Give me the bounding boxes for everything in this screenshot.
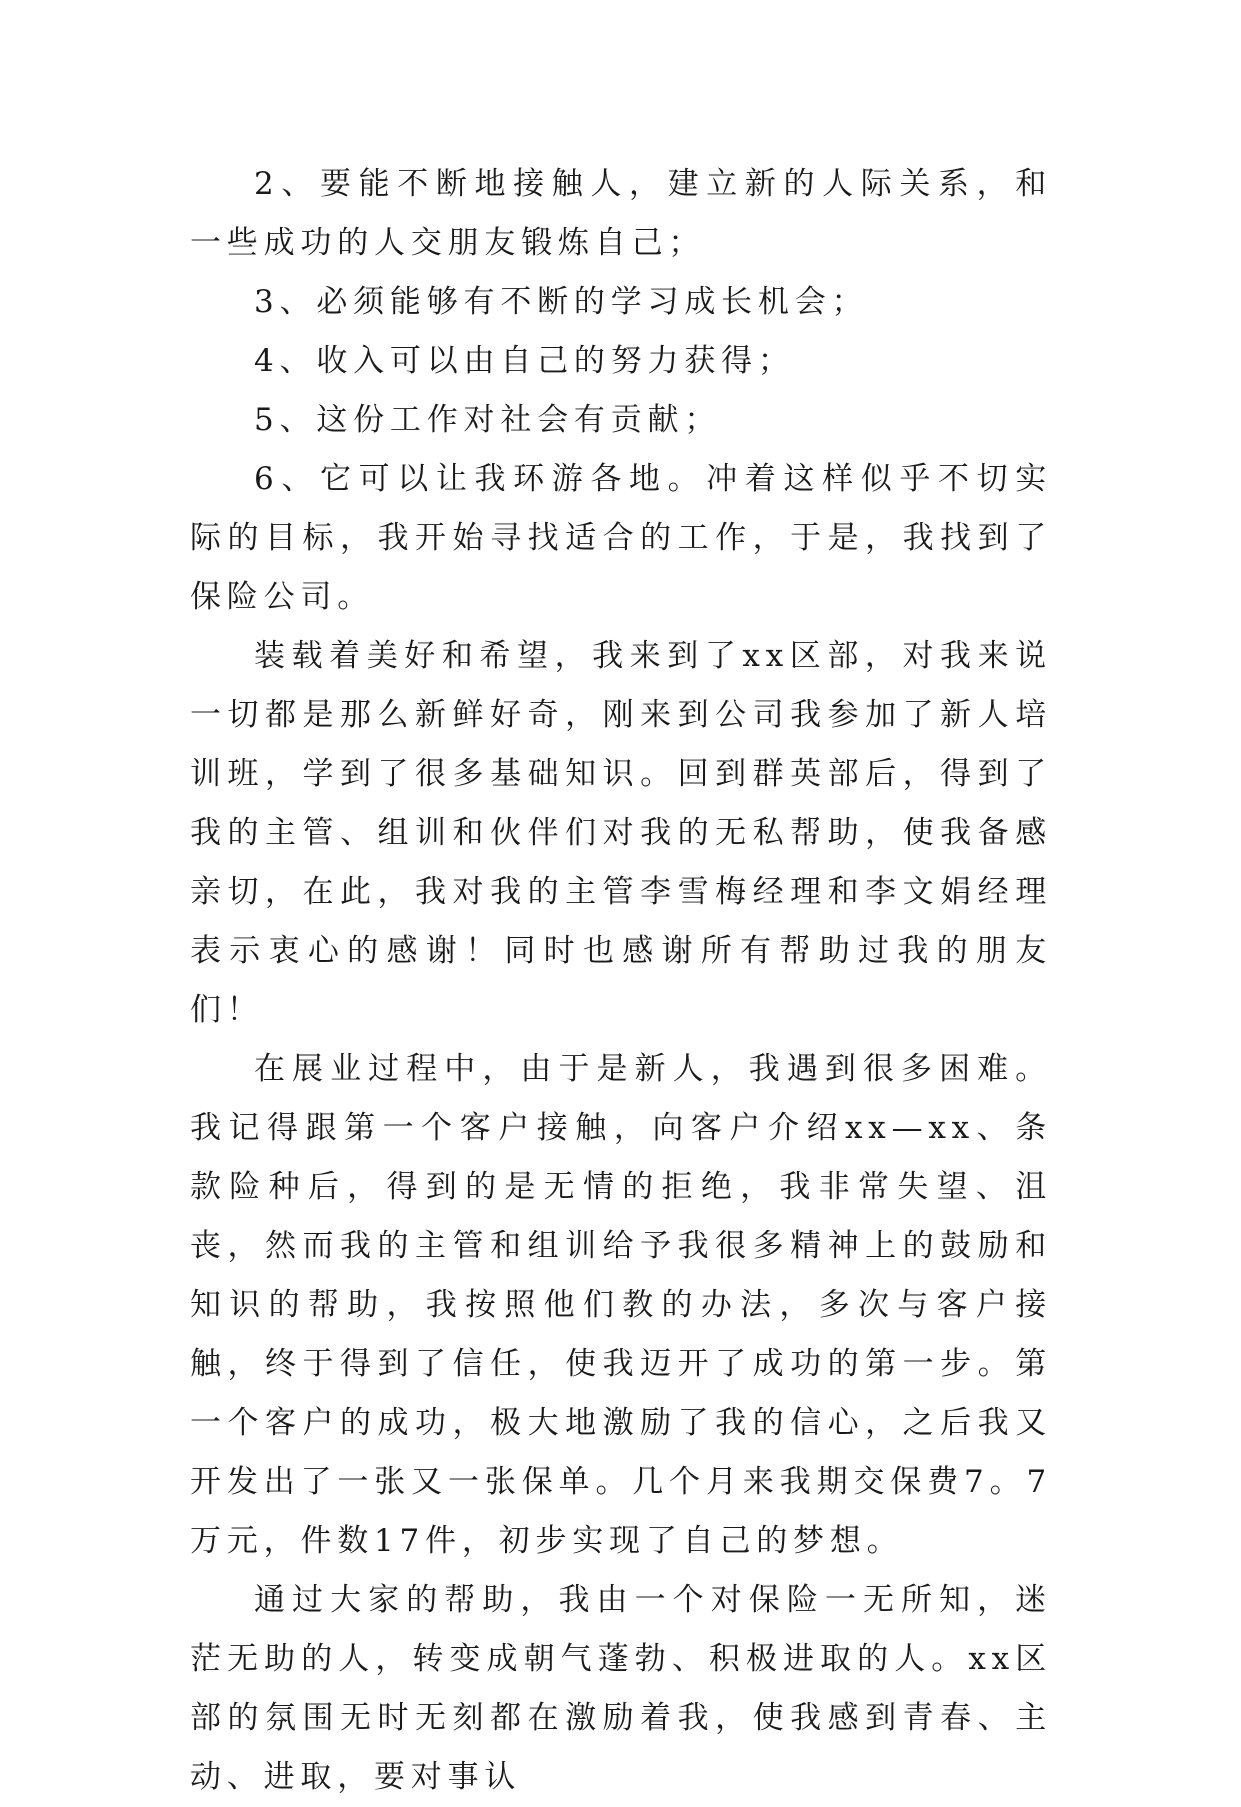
paragraph-item-6: 6、它可以让我环游各地。冲着这样似乎不切实际的目标，我开始寻找适合的工作，于是，我找到了保险公司。 bbox=[190, 461, 1052, 615]
paragraph-item-4: 4、收入可以由自己的努力获得； bbox=[254, 343, 795, 379]
document-body bbox=[190, 155, 1052, 1807]
paragraph-item-2: 2、要能不断地接触人，建立新的人际关系，和一些成功的人交朋友锻炼自己； bbox=[190, 166, 1052, 261]
paragraph-arrival: 装载着美好和希望，我来到了xx区部，对我来说一切都是那么新鲜好奇，刚来到公司我参加了新人培训班，学到了很多基础知识。回到群英部后，得到了我的主管、组训和伙伴们对我的无私帮助，使我备感亲切，在此，我对我的主管李雪梅经理和李文娟经理表示衷心的感谢！同时也感谢所有帮助过我的朋友们！ bbox=[190, 638, 1052, 1028]
paragraph-first-client: 在展业过程中，由于是新人，我遇到很多困难。我记得跟第一个客户接触，向客户介绍xx—xx、条款险种后，得到的是无情的拒绝，我非常失望、沮丧，然而我的主管和组训给予我很多精神上的鼓励和知识的帮助，我按照他们教的办法，多次与客户接触，终于得到了信任，使我迈开了成功的第一步。第一个客户的成功，极大地激励了我的信心，之后我又开发出了一张又一张保单。几个月来我期交保费7。7万元，件数17件，初步实现了自己的梦想。 bbox=[190, 1051, 1052, 1559]
paragraph-item-5: 5、这份工作对社会有贡献； bbox=[254, 402, 722, 438]
paragraph-item-3: 3、必须能够有不断的学习成长机会； bbox=[254, 284, 869, 320]
paragraph-transformation: 通过大家的帮助，我由一个对保险一无所知，迷茫无助的人，转变成朝气蓬勃、积极进取的人。xx区部的氛围无时无刻都在激励着我，使我感到青春、主动、进取，要对事认 bbox=[190, 1582, 1052, 1795]
